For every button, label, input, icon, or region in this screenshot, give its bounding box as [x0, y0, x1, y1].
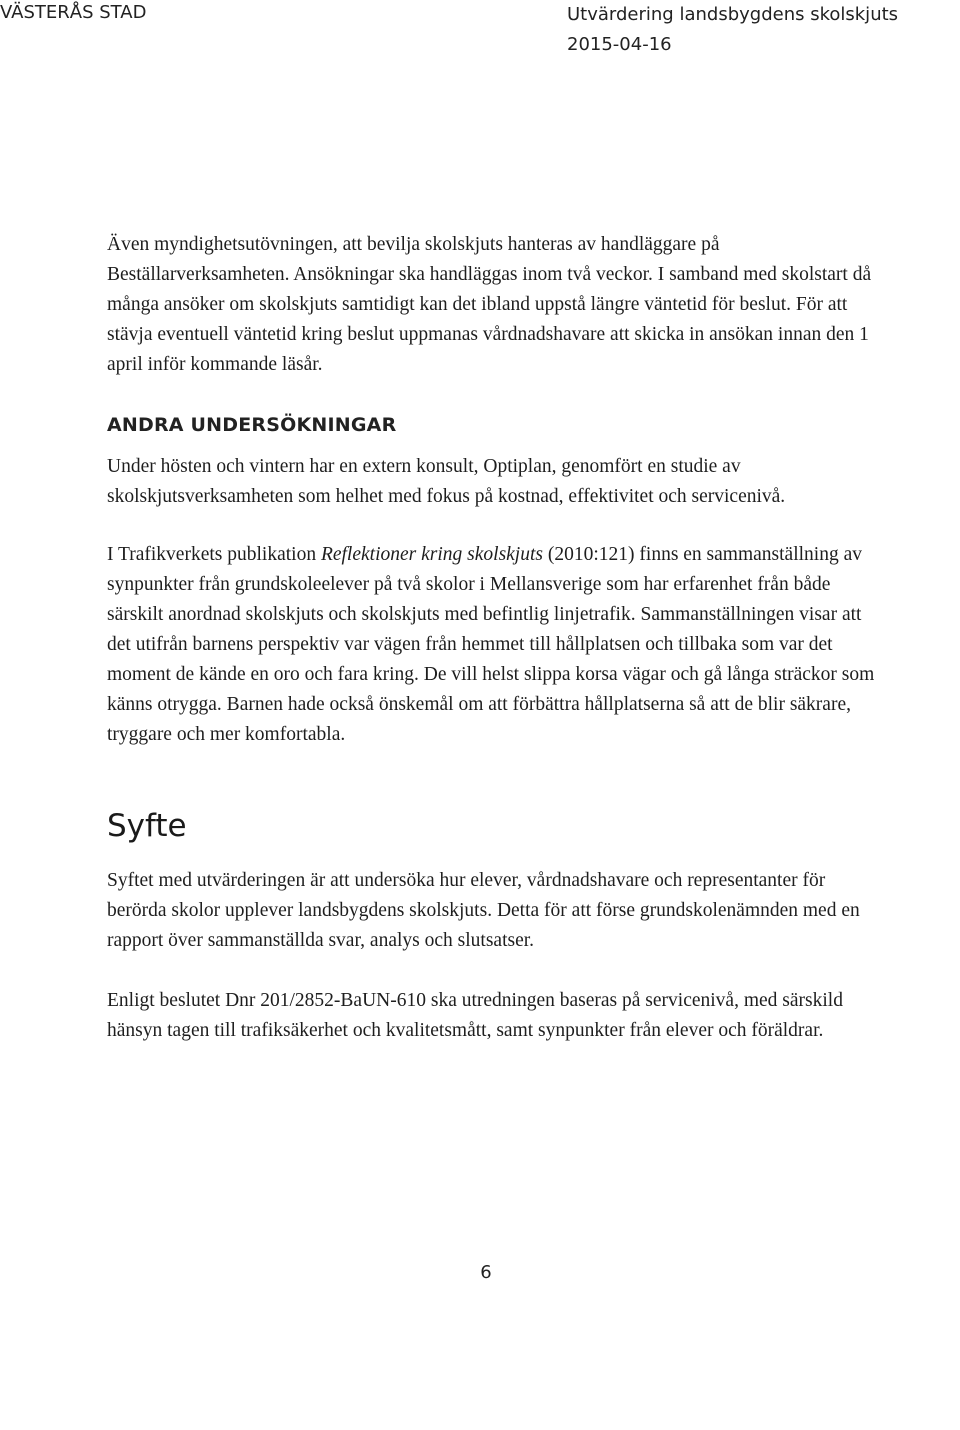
header-organization: VÄSTERÅS STAD — [0, 2, 147, 23]
header-block — [567, 0, 898, 60]
header-document-title: Utvärdering landsbygdens skolskjuts — [567, 4, 899, 25]
paragraph-dnr: Enligt beslutet Dnr 201/2852-BaUN-610 ska utredningen baseras på servicenivå, med särskild hänsyn tagen till trafiksäkerhet och kvalitetsmått, samt synpunkter från elever och föräldrar. — [107, 990, 843, 1041]
paragraph-trafikverket — [107, 540, 877, 750]
page-number: 6 — [480, 1262, 492, 1283]
paragraph-optiplan-study: Under hösten och vintern har en extern konsult, Optiplan, genomfört en studie av skolskjutsverksamheten som helhet med fokus på kostnad, effektivitet och servicenivå. — [107, 456, 786, 507]
paragraph-trafikverket-lead: I Trafikverkets publikation — [107, 544, 321, 565]
paragraph-intro: Även myndighetsutövningen, att bevilja skolskjuts hanteras av handläggare på Beställarverksamheten. Ansökningar ska handläggas inom två veckor. I samband med skolstart då många ansöker om skolskjuts samtidigt kan det ibland uppstå längre väntetid för beslut. För att stävja eventuell väntetid kring beslut uppmanas vårdnadshavare att skicka in ansökan innan den 1 april inför kommande läsår. — [107, 234, 872, 375]
publication-title: Reflektioner kring skolskjuts — [320, 544, 543, 565]
paragraph-trafikverket-rest: (2010:121) finns en sammanställning av synpunkter från grundskoleelever på två skolor i Mellansverige som har erfarenhet från både särskilt anordnad skolskjuts och skolskjuts med befintlig linjetrafik. Sammanställningen visar att det utifrån barnens perspektiv var vägen från hemmet till hållplatsen och tillbaka som var det moment de kände en oro och fara kring. De vill helst slippa korsa vägar och gå långa sträckor som känns otrygga. Barnen hade också önskemål om att förbättra hållplatserna så att de blir säkrare, tryggare och mer komfortabla. — [107, 544, 875, 745]
section-heading-other-studies: ANDRA UNDERSÖKNINGAR — [107, 414, 397, 436]
heading-syfte: Syfte — [107, 808, 187, 844]
header-date: 2015-04-16 — [567, 34, 672, 55]
paragraph-syfte: Syftet med utvärderingen är att undersöka hur elever, vårdnadshavare och representanter för berörda skolor upplever landsbygdens skolskjuts. Detta för att förse grundskolenämnden med en rapport över sammanställda svar, analys och slutsatser. — [107, 870, 860, 951]
document-body — [107, 230, 877, 1046]
